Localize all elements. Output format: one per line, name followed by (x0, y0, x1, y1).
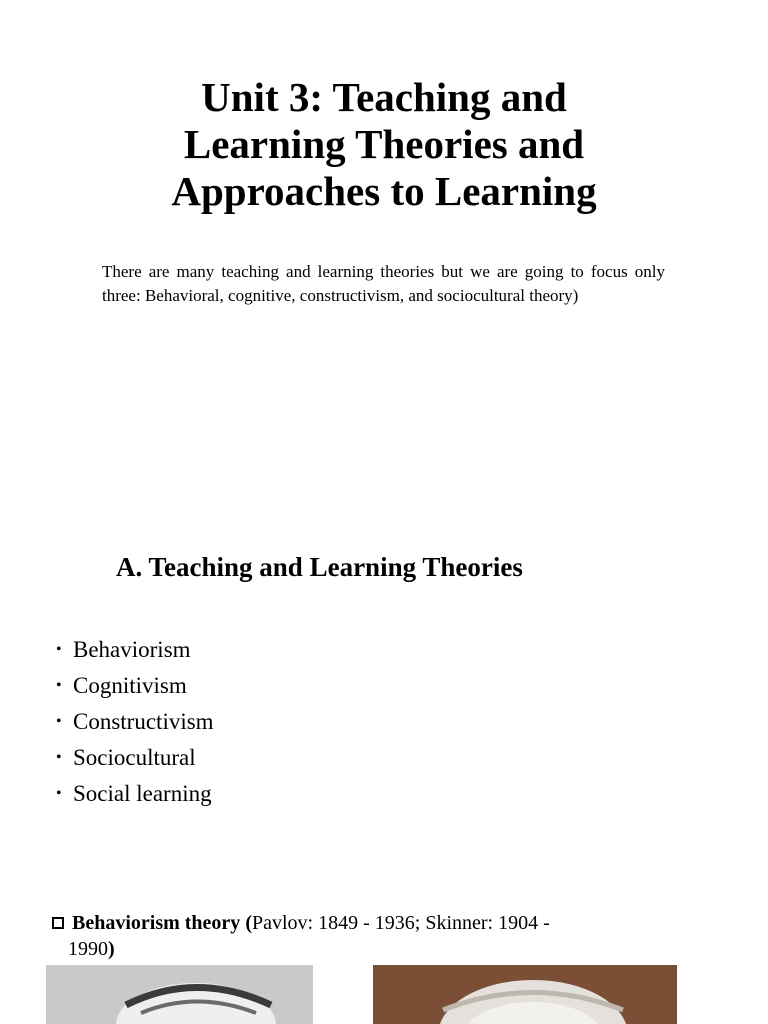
list-item-label: Cognitivism (73, 673, 187, 698)
slide-title-line-2: Learning Theories and (183, 121, 585, 167)
checkbox-bullet-icon (52, 917, 64, 929)
section-heading: A. Teaching and Learning Theories (116, 552, 523, 582)
close-paren: ) (108, 938, 115, 960)
list-item-label: Social learning (73, 781, 212, 806)
list-item (56, 776, 214, 812)
list-item-label: Sociocultural (73, 745, 196, 770)
photo-pavlov (46, 965, 313, 1024)
photo-pavlov-graphic (46, 965, 313, 1024)
open-paren: ( (245, 912, 252, 934)
bullet-icon: • (56, 785, 62, 802)
list-item (56, 632, 214, 668)
bullet-icon: • (56, 641, 62, 658)
behaviorism-heading-line-2 (52, 936, 640, 962)
photo-skinner (373, 965, 677, 1024)
behaviorism-details: Pavlov: 1849 - 1936; Skinner: 1904 - (251, 912, 550, 934)
list-item (56, 704, 214, 740)
theory-list (56, 632, 214, 812)
slide-title (0, 74, 768, 215)
slide-title-line-1: Unit 3: Teaching and (201, 74, 567, 120)
list-item (56, 668, 214, 704)
bullet-icon: • (56, 713, 62, 730)
list-item-label: Constructivism (73, 709, 214, 734)
bullet-icon: • (56, 677, 62, 694)
photo-skinner-graphic (373, 965, 677, 1024)
behaviorism-heading-line-1 (52, 910, 640, 936)
intro-paragraph: There are many teaching and learning theories but we are going to focus only three: Behavioral, cognitive, constructivism, and sociocultural theory) (102, 262, 665, 305)
bullet-icon: • (56, 749, 62, 766)
behaviorism-label: Behaviorism theory (72, 912, 241, 934)
list-item (56, 740, 214, 776)
behaviorism-details-end: 1990 (68, 938, 108, 960)
slide-title-line-3: Approaches to Learning (171, 168, 597, 214)
behaviorism-heading (52, 910, 640, 962)
list-item-label: Behaviorism (73, 637, 191, 662)
